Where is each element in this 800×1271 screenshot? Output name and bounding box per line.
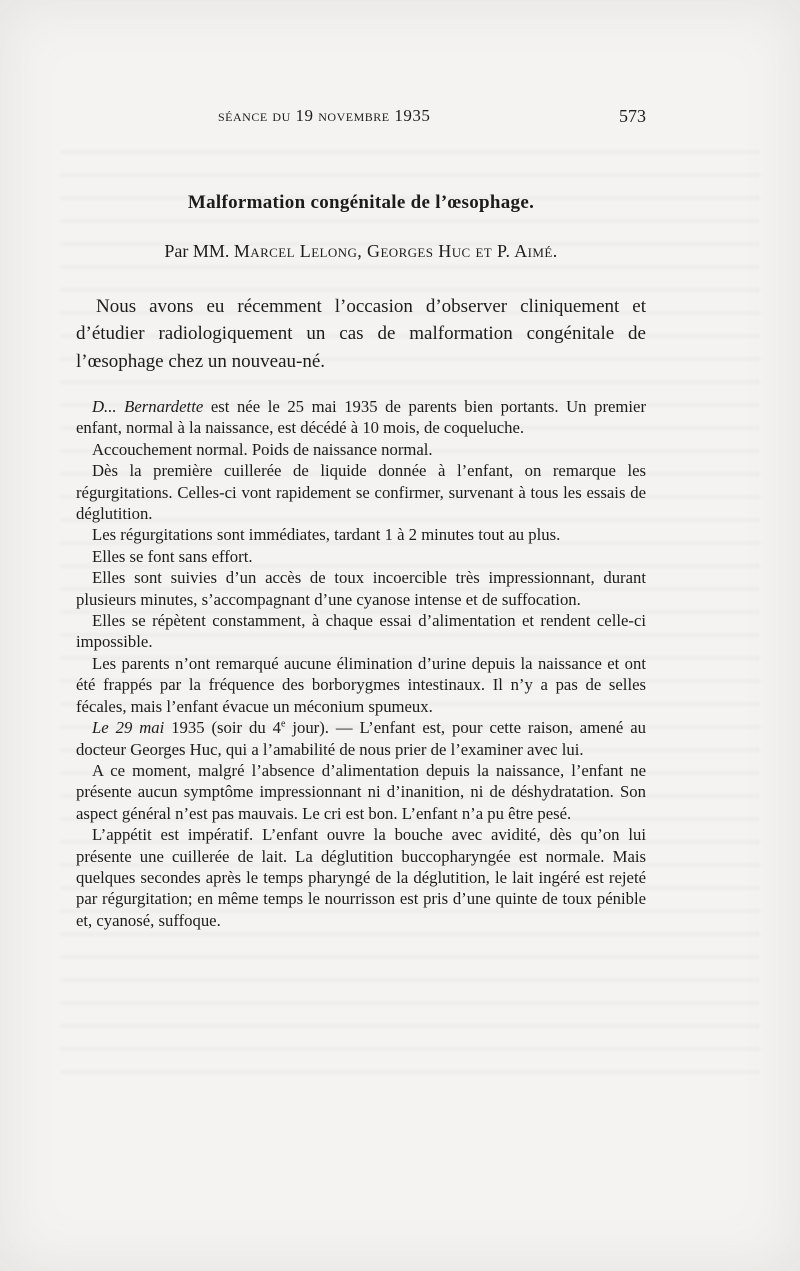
paragraph: Elles se font sans effort. — [92, 546, 253, 566]
paragraph: A ce moment, malgré l’absence d’alimentation depuis la naissance, l’enfant ne présente aucun symptôme impressionnant ni d’inanition, ni de déshydratation. Son aspect général n’est pas mauvais. Le cri est bon. L’enfant n’a pu être pesé. — [76, 760, 646, 823]
paragraph: Le 29 mai 1935 (soir du 4e jour). — L’enfant est, pour cette raison, amené au docteur Georges Huc, qui a l’amabilité de nous prier de l’examiner avec lui. — [76, 718, 647, 759]
article-title: Malformation congénitale de l’œsophage. — [187, 192, 535, 213]
date-label: Le 29 mai — [92, 718, 165, 738]
paragraph: Dès la première cuillerée de liquide donnée à l’enfant, on remarque les régurgitations. Celles-ci vont rapidement se confirmer, survenant à tous les essais de déglutition. — [76, 461, 646, 524]
intro-paragraph: Nous avons eu récemment l’occasion d’observer cliniquement et d’étudier radiologiquement un cas de malformation congénitale de l’œsophage chez un nouveau-né. — [76, 296, 646, 372]
paragraph: Elles sont suivies d’un accès de toux incoercible très impressionnant, durant plusieurs minutes, s’accompagnant d’une cyanose intense et de suffocation. — [76, 568, 646, 609]
paragraph: Les parents n’ont remarqué aucune élimination d’urine depuis la naissance et ont été frappés par la fréquence des borborygmes intestinaux. Il n’y a pas de selles fécales, mais l’enfant évacue un méconium spumeux. — [76, 653, 646, 716]
patient-name: D... Bernardette — [92, 397, 204, 416]
paragraph: Les régurgitations sont immédiates, tardant 1 à 2 minutes tout au plus. — [92, 525, 561, 545]
paragraph: Elles se répètent constamment, à chaque essai d’alimentation et rendent celle-ci impossible. — [76, 611, 646, 652]
authors-names: Marcel Lelong, Georges Huc et P. Aimé. — [233, 241, 558, 261]
paragraph: Accouchement normal. Poids de naissance normal. — [92, 439, 433, 459]
page-number: 573 — [619, 106, 646, 126]
running-head-title: séance du 19 novembre 1935 — [218, 106, 431, 125]
running-head — [76, 106, 646, 136]
paragraph: D... Bernardette est née le 25 mai 1935 de parents bien portants. Un premier enfant, normal à la naissance, est décédé à 10 mois, de coqueluche. — [76, 397, 646, 438]
case-report-body — [76, 396, 646, 931]
article-authors — [76, 241, 646, 262]
authors-prefix: Par MM. — [164, 241, 230, 261]
paragraph: L’appétit est impératif. L’enfant ouvre la bouche avec avidité, dès qu’on lui présente une cuillerée de lait. La déglutition buccopharyngée est normale. Mais quelques secondes après le temps pharyngé de la déglutition, le lait ingéré est rejeté par régurgitation; en même temps le nourrisson est pris d’une quinte de toux pénible et, cyanosé, suffoque. — [76, 825, 646, 930]
